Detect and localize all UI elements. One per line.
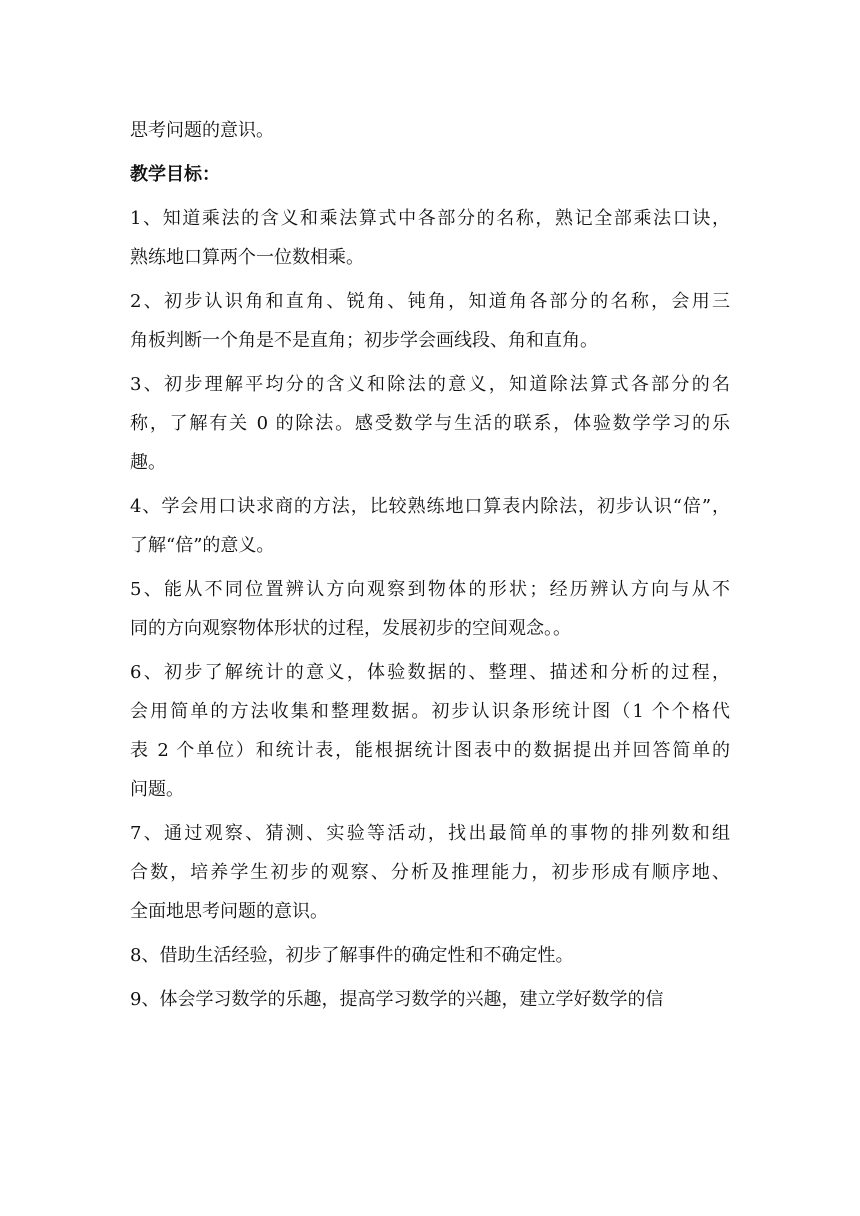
- objective-item: [130, 980, 730, 1019]
- objective-item: [130, 936, 730, 975]
- section-heading: [130, 155, 730, 194]
- objective-line: 3、初步理解平均分的含义和除法的意义，知道除法算式各部分的名: [130, 374, 730, 395]
- objective-line: 趣。: [130, 452, 166, 473]
- objective-line: 了解“倍”的意义。: [130, 535, 275, 556]
- objective-line: 角板判断一个角是不是直角；初步学会画线段、角和直角。: [130, 330, 598, 351]
- objective-line: 称，了解有关 0 的除法。感受数学与生活的联系，体验数学学习的乐: [130, 413, 730, 434]
- objective-line: 8、借助生活经验，初步了解事件的确定性和不确定性。: [130, 945, 574, 966]
- objective-line: 2、初步认识角和直角、锐角、钝角，知道角各部分的名称，会用三: [130, 291, 730, 312]
- objective-item: [130, 653, 730, 809]
- objective-line: 熟练地口算两个一位数相乘。: [130, 247, 364, 268]
- objective-line: 表 2 个单位）和统计表，能根据统计图表中的数据提出并回答简单的: [130, 740, 730, 761]
- objective-line: 问题。: [130, 779, 184, 800]
- objective-item: [130, 814, 730, 931]
- objective-line: 合数，培养学生初步的观察、分析及推理能力，初步形成有顺序地、: [130, 862, 730, 883]
- lead-line-text: 思考问题的意识。: [130, 120, 274, 141]
- objective-line: 4、学会用口诀求商的方法，比较熟练地口算表内除法，初步认识“倍”，: [130, 496, 730, 517]
- objective-line: 1、知道乘法的含义和乘法算式中各部分的名称，熟记全部乘法口诀，: [130, 208, 730, 229]
- objective-line: 7、通过观察、猜测、实验等活动，找出最简单的事物的排列数和组: [130, 823, 730, 844]
- document-body: [130, 111, 730, 1019]
- lead-line: [130, 111, 730, 150]
- objective-item: [130, 199, 730, 277]
- objective-item: [130, 365, 730, 482]
- objective-item: [130, 570, 730, 648]
- objective-item: [130, 282, 730, 360]
- objective-line: 9、体会学习数学的乐趣，提高学习数学的兴趣，建立学好数学的信: [130, 989, 664, 1010]
- section-heading-text: 教学目标：: [130, 164, 220, 185]
- objective-line: 全面地思考问题的意识。: [130, 901, 328, 922]
- objective-line: 5、能从不同位置辨认方向观察到物体的形状；经历辨认方向与从不: [130, 579, 730, 600]
- objective-line: 同的方向观察物体形状的过程，发展初步的空间观念。。: [130, 618, 571, 639]
- objective-line: 6、初步了解统计的意义，体验数据的、整理、描述和分析的过程，: [130, 662, 730, 683]
- objective-line: 会用简单的方法收集和整理数据。初步认识条形统计图（1 个个格代: [130, 701, 730, 722]
- objective-item: [130, 487, 730, 565]
- objectives-list: [130, 199, 730, 1019]
